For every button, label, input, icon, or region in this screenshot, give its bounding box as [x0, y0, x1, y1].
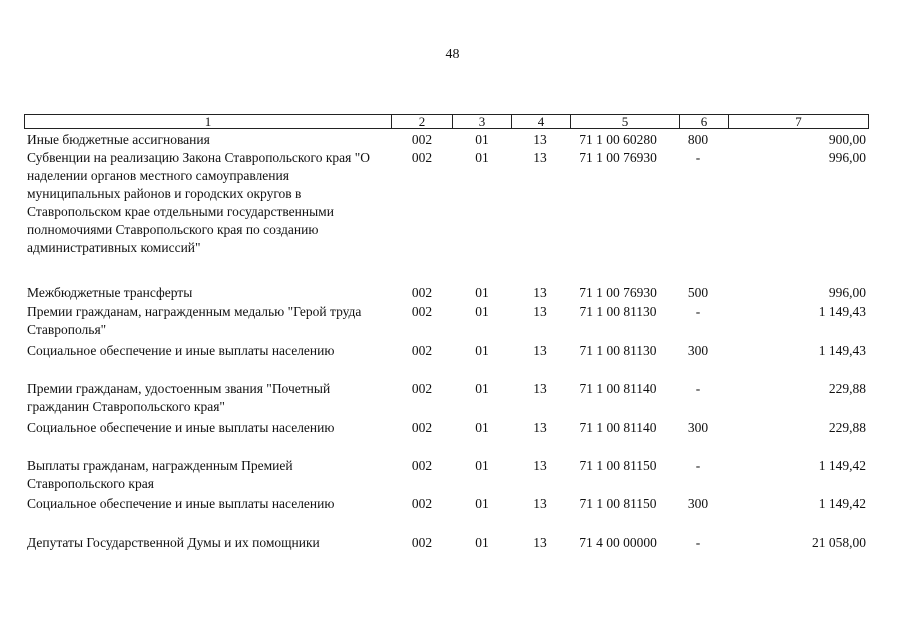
row-col-5: 71 1 00 81150 [579, 496, 657, 511]
row-col-2: 002 [411, 285, 433, 300]
header-cell-4: 4 [511, 115, 570, 128]
header-cell-3: 3 [452, 115, 511, 128]
row-col-4: 13 [533, 496, 547, 511]
row-name: Премии гражданам, удостоенным звания "Почетный гражданин Ставропольского края" [27, 381, 331, 414]
row-col-2: 002 [411, 458, 433, 473]
row-col-5: 71 1 00 81150 [579, 458, 657, 473]
row-col-4: 13 [533, 420, 547, 435]
row-col-3: 01 [475, 496, 489, 511]
row-name: Иные бюджетные ассигнования [27, 132, 210, 147]
row-col-3: 01 [475, 420, 489, 435]
row-col-7: 229,88 [828, 420, 866, 435]
header-cell-2: 2 [391, 115, 452, 128]
row-col-2: 002 [411, 381, 433, 396]
row-name: Выплаты гражданам, награжденным Премией Ставропольского края [27, 458, 293, 491]
row-col-6: - [695, 535, 701, 550]
row-col-5: 71 1 00 81130 [579, 304, 657, 319]
row-col-4: 13 [533, 285, 547, 300]
header-cell-1: 1 [204, 114, 212, 129]
row-col-6: 300 [687, 420, 709, 435]
row-col-2: 002 [411, 420, 433, 435]
row-col-2: 002 [411, 132, 433, 147]
row-col-4: 13 [533, 304, 547, 319]
row-name: Социальное обеспечение и иные выплаты населению [27, 496, 335, 511]
row-col-7: 1 149,42 [818, 458, 866, 473]
row-col-4: 13 [533, 535, 547, 550]
row-col-6: - [695, 381, 701, 396]
page-number: 48 [445, 47, 460, 62]
header-cell-7: 7 [728, 115, 868, 128]
row-col-3: 01 [475, 285, 489, 300]
row-col-3: 01 [475, 343, 489, 358]
row-col-6: - [695, 150, 701, 165]
row-col-6: - [695, 458, 701, 473]
row-col-5: 71 1 00 81140 [579, 420, 657, 435]
row-col-2: 002 [411, 150, 433, 165]
row-col-7: 996,00 [828, 150, 866, 165]
row-col-4: 13 [533, 150, 547, 165]
row-col-5: 71 1 00 76930 [579, 285, 657, 300]
row-col-3: 01 [475, 132, 489, 147]
row-col-7: 1 149,43 [818, 343, 866, 358]
row-col-5: 71 4 00 00000 [579, 535, 657, 550]
row-col-3: 01 [475, 150, 489, 165]
row-col-5: 71 1 00 81130 [579, 343, 657, 358]
row-col-7: 996,00 [828, 285, 866, 300]
row-name: Депутаты Государственной Думы и их помощники [27, 535, 320, 550]
row-col-7: 900,00 [828, 132, 866, 147]
row-name: Субвенции на реализацию Закона Ставропольского края "О наделении органов местного самоуправления муниципальных районов и городских округов в Ставропольском крае отдельными государственными полномочиями Ставропольского края по созданию административных комиссий" [27, 150, 370, 255]
row-col-6: 300 [687, 496, 709, 511]
row-col-7: 1 149,43 [818, 304, 866, 319]
row-col-3: 01 [475, 304, 489, 319]
row-col-6: 800 [687, 132, 709, 147]
row-col-2: 002 [411, 496, 433, 511]
row-col-2: 002 [411, 343, 433, 358]
row-col-7: 229,88 [828, 381, 866, 396]
header-cell-6: 6 [679, 115, 728, 128]
row-col-3: 01 [475, 535, 489, 550]
row-col-5: 71 1 00 76930 [579, 150, 657, 165]
row-col-6: - [695, 304, 701, 319]
row-col-4: 13 [533, 343, 547, 358]
row-col-6: 300 [687, 343, 709, 358]
row-col-5: 71 1 00 81140 [579, 381, 657, 396]
header-cell-5: 5 [570, 115, 679, 128]
row-col-6: 500 [687, 285, 709, 300]
row-col-2: 002 [411, 304, 433, 319]
row-col-4: 13 [533, 458, 547, 473]
row-col-3: 01 [475, 458, 489, 473]
row-name: Межбюджетные трансферты [27, 285, 193, 300]
row-col-7: 1 149,42 [818, 496, 866, 511]
row-col-2: 002 [411, 535, 433, 550]
row-name: Премии гражданам, награжденным медалью "Герой труда Ставрополья" [27, 304, 362, 337]
row-col-4: 13 [533, 132, 547, 147]
row-col-5: 71 1 00 60280 [579, 132, 657, 147]
row-col-3: 01 [475, 381, 489, 396]
row-name: Социальное обеспечение и иные выплаты населению [27, 343, 335, 358]
row-col-7: 21 058,00 [812, 535, 866, 550]
row-name: Социальное обеспечение и иные выплаты населению [27, 420, 335, 435]
table-header [24, 114, 869, 129]
row-col-4: 13 [533, 381, 547, 396]
